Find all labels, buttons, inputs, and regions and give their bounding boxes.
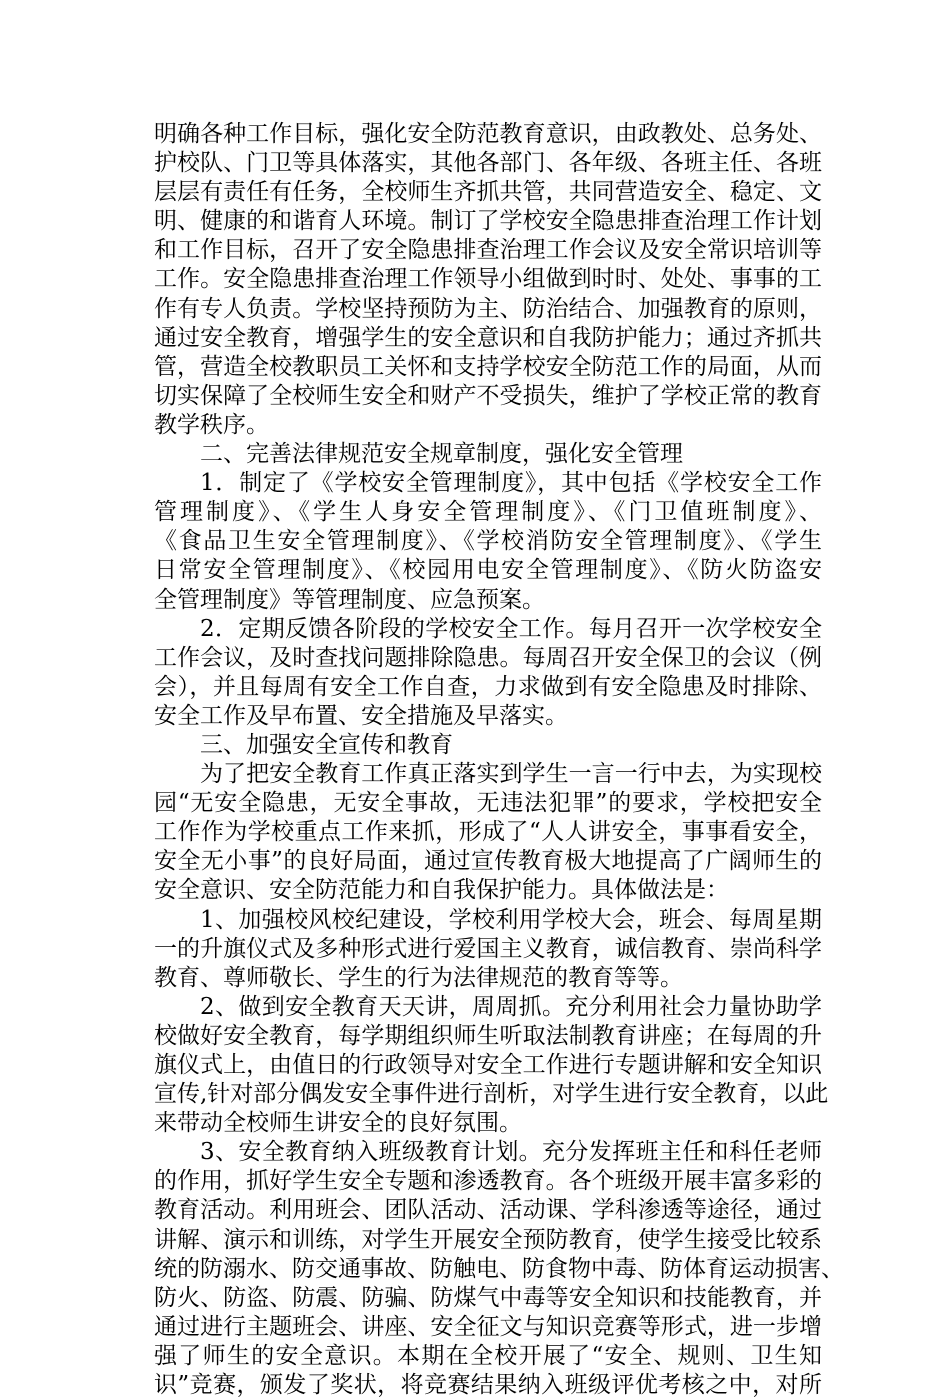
paragraph-first-line: 2、做到安全教育天天讲，周周抓。充分利用社会力量协助学 — [200, 993, 822, 1020]
paragraph-first-line: 二、完善法律规范安全规章制度，强化安全管理 — [200, 441, 683, 468]
text-line: 工作。安全隐患排查治理工作领导小组做到时时、处处、事事的工 — [154, 266, 822, 293]
text-line: 工作作为学校重点工作来抓，形成了“人人讲安全，事事看安全， — [154, 819, 822, 846]
text-line: 护校队、门卫等具体落实，其他各部门、各年级、各班主任、各班 — [154, 150, 822, 177]
text-line: 和工作目标，召开了安全隐患排查治理工作会议及安全常识培训等 — [154, 237, 822, 264]
paragraph-first-line: 为了把安全教育工作真正落实到学生一言一行中去，为实现校 — [200, 761, 822, 788]
text-line: 层层有责任有任务，全校师生齐抓共管，共同营造安全、稳定、文 — [154, 179, 822, 206]
text-line: 会），并且每周有安全工作自查，力求做到有安全隐患及时排除、 — [154, 673, 822, 700]
document-body — [154, 120, 844, 1400]
text-line: 明、健康的和谐育人环境。制订了学校安全隐患排查治理工作计划 — [154, 208, 822, 235]
text-line: 教育活动。利用班会、团队活动、活动课、学科渗透等途径，通过 — [154, 1197, 822, 1224]
text-line: 管理制度》、《学生人身安全管理制度》、《门卫值班制度》、 — [154, 499, 822, 526]
text-line: 切实保障了全校师生安全和财产不受损失，维护了学校正常的教育 — [154, 382, 822, 409]
text-line: 管，营造全校教职员工关怀和支持学校安全防范工作的局面，从而 — [154, 353, 822, 380]
text-line: 一的升旗仪式及多种形式进行爱国主义教育，诚信教育、崇尚科学 — [154, 935, 822, 962]
paragraph-first-line: 3、安全教育纳入班级教育计划。充分发挥班主任和科任老师 — [200, 1139, 822, 1166]
text-line: 作有专人负责。学校坚持预防为主、防治结合、加强教育的原则， — [154, 295, 822, 322]
text-line: 通过安全教育，增强学生的安全意识和自我防护能力；通过齐抓共 — [154, 324, 822, 351]
text-line: 宣传,针对部分偶发安全事件进行剖析，对学生进行安全教育，以此 — [154, 1081, 829, 1108]
paragraph-first-line: 三、加强安全宣传和教育 — [200, 731, 453, 758]
text-line: 日常安全管理制度》、《校园用电安全管理制度》、《防火防盗安 — [154, 557, 822, 584]
paragraph-first-line: 1、加强校风校纪建设，学校利用学校大会，班会、每周星期 — [200, 906, 822, 933]
text-line: 教育、尊师敬长、学生的行为法律规范的教育等等。 — [154, 964, 683, 991]
text-line: 安全意识、安全防范能力和自我保护能力。具体做法是： — [154, 877, 729, 904]
text-line: 全管理制度》等管理制度、应急预案。 — [154, 586, 545, 613]
text-line: 教学秩序。 — [154, 411, 269, 438]
text-line: 强了师生的安全意识。本期在全校开展了“安全、规则、卫生知 — [154, 1342, 822, 1369]
text-line: 《食品卫生安全管理制度》、《学校消防安全管理制度》、《学生 — [154, 528, 822, 555]
text-line: 讲解、演示和训练，对学生开展安全预防教育，使学生接受比较系 — [154, 1226, 822, 1253]
text-line: 校做好安全教育，每学期组织师生听取法制教育讲座；在每周的升 — [154, 1022, 822, 1049]
text-line: 安全工作及早布置、安全措施及早落实。 — [154, 702, 568, 729]
text-line: 通过进行主题班会、讲座、安全征文与知识竞赛等形式，进一步增 — [154, 1313, 822, 1340]
text-line: 安全无小事”的良好局面，通过宣传教育极大地提高了广阔师生的 — [154, 848, 822, 875]
text-line: 园“无安全隐患，无安全事故，无违法犯罪”的要求，学校把安全 — [154, 790, 822, 817]
text-line: 统的防溺水、防交通事故、防触电、防食物中毒、防体育运动损害、 — [154, 1255, 844, 1282]
text-line: 识”竞赛，颁发了奖状，将竞赛结果纳入班级评优考核之中，对所 — [154, 1372, 822, 1399]
text-line: 来带动全校师生讲安全的良好氛围。 — [154, 1110, 522, 1137]
text-line: 明确各种工作目标，强化安全防范教育意识，由政教处、总务处、 — [154, 121, 822, 147]
text-line: 防火、防盗、防震、防骗、防煤气中毒等安全知识和技能教育，并 — [154, 1284, 822, 1311]
paragraph-first-line: 1．制定了《学校安全管理制度》，其中包括《学校安全工作 — [200, 470, 822, 497]
paragraph-first-line: 2．定期反馈各阶段的学校安全工作。每月召开一次学校安全 — [200, 615, 822, 642]
text-line: 工作会议，及时查找问题排除隐患。每周召开安全保卫的会议（例 — [154, 644, 822, 671]
text-line: 的作用，抓好学生安全专题和渗透教育。各个班级开展丰富多彩的 — [154, 1168, 822, 1195]
text-line: 旗仪式上，由值日的行政领导对安全工作进行专题讲解和安全知识 — [154, 1052, 822, 1078]
